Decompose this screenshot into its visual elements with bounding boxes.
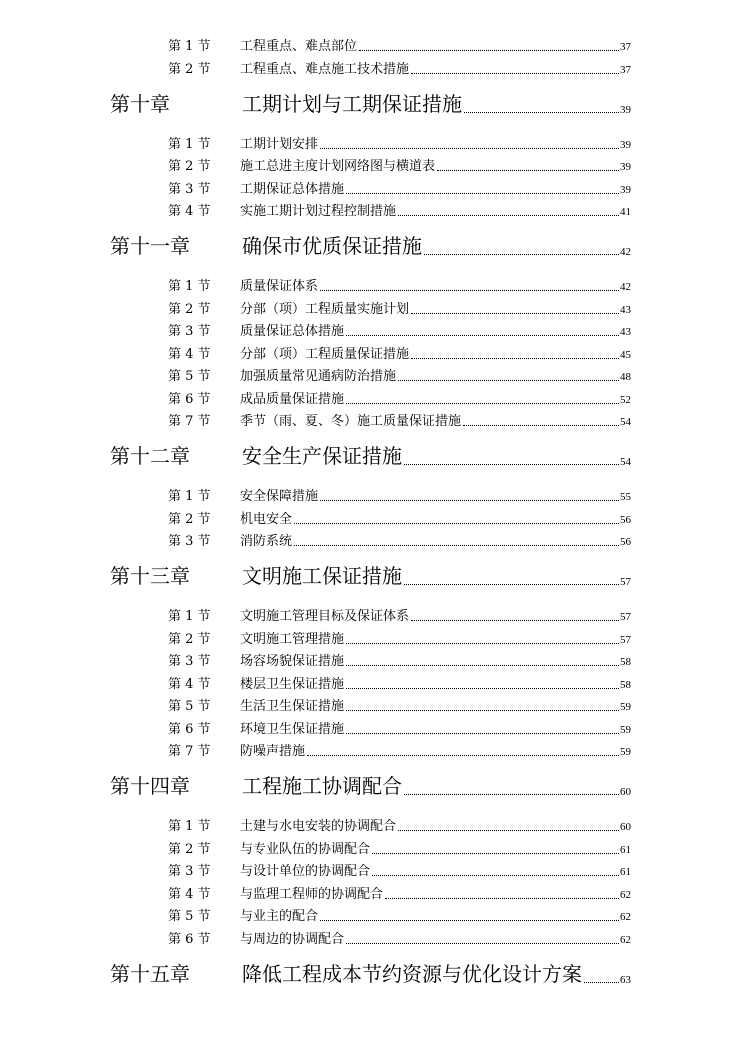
toc-section-number: 第 3 节: [168, 181, 211, 197]
toc-leader-dots: [320, 920, 619, 921]
toc-section-title: 工期计划安排: [240, 136, 319, 152]
toc-section-number: 第 3 节: [168, 324, 211, 339]
toc-section-title: 施工总进主度计划网络图与横道表: [240, 159, 436, 174]
toc-section-title: 文明施工管理目标及保证体系: [240, 609, 410, 624]
toc-chapter-number: 第十五章: [110, 961, 190, 986]
toc-page-number: 37: [620, 41, 631, 53]
toc-section-title: 防噪声措施: [240, 744, 306, 759]
toc-section-row: [168, 816, 631, 834]
toc-section-number: 第 1 节: [168, 279, 211, 294]
toc-leader-dots: [346, 665, 619, 666]
toc-page-number: 39: [620, 183, 631, 196]
toc-leader-dots: [346, 943, 619, 944]
toc-section-number: 第 3 节: [168, 864, 211, 879]
toc-page-number: 59: [620, 723, 631, 736]
toc-section-row: [168, 366, 631, 384]
toc-section-row: [168, 929, 631, 947]
toc-section-number: 第 5 节: [168, 909, 211, 924]
toc-leader-dots: [411, 358, 619, 359]
toc-section-number: 第 6 节: [168, 931, 211, 947]
toc-page-number: 55: [620, 491, 631, 503]
toc-chapter-title: 工期计划与工期保证措施: [242, 91, 462, 116]
toc-chapter-row: [110, 445, 631, 469]
toc-leader-dots: [359, 50, 619, 51]
toc-leader-dots: [437, 170, 619, 171]
toc-section-title: 与专业队伍的协调配合: [240, 841, 371, 857]
toc-leader-dots: [346, 733, 619, 734]
toc-leader-dots: [346, 193, 619, 194]
toc-section-row: [168, 674, 631, 692]
toc-section-title: 与设计单位的协调配合: [240, 864, 371, 879]
toc-section-row: [168, 59, 631, 77]
toc-section-title: 与监理工程师的协调配合: [240, 886, 384, 902]
toc-section-title: 楼层卫生保证措施: [240, 676, 345, 692]
toc-section-title: 与业主的配合: [240, 909, 319, 924]
toc-section-row: [168, 884, 631, 902]
toc-section-number: 第 5 节: [168, 699, 211, 714]
toc-section-number: 第 7 节: [168, 744, 211, 759]
toc-section-row: [168, 389, 631, 407]
toc-chapter-title: 降低工程成本节约资源与优化设计方案: [242, 961, 582, 986]
toc-leader-dots: [346, 688, 619, 689]
toc-section-title: 生活卫生保证措施: [240, 699, 345, 714]
toc-leader-dots: [411, 73, 619, 74]
toc-leader-dots: [398, 830, 619, 831]
toc-section-title: 实施工期计划过程控制措施: [240, 204, 397, 219]
toc-section-title: 分部（项）工程质量保证措施: [240, 346, 410, 362]
toc-section-number: 第 3 节: [168, 654, 211, 669]
toc-leader-dots: [398, 380, 619, 381]
toc-leader-dots: [584, 982, 619, 983]
toc-chapter-row: [110, 775, 631, 799]
toc-section-title: 质量保证总体措施: [240, 324, 345, 339]
toc-leader-dots: [385, 898, 619, 899]
toc-page-number: 62: [620, 933, 631, 946]
toc-page-number: 43: [620, 303, 631, 316]
toc-section-row: [168, 719, 631, 737]
toc-section-title: 土建与水电安装的协调配合: [240, 819, 397, 834]
toc-page-number: 58: [620, 656, 631, 668]
toc-page-number: 61: [620, 866, 631, 878]
toc-page-number: 60: [620, 786, 631, 798]
toc-page-number: 48: [620, 371, 631, 383]
toc-chapter-title: 安全生产保证措施: [242, 444, 402, 468]
toc-section-number: 第 1 节: [168, 489, 211, 504]
toc-page-number: 62: [620, 888, 631, 901]
toc-chapter-number: 第十三章: [110, 564, 190, 588]
toc-page-number: 56: [620, 536, 631, 548]
toc-section-number: 第 2 节: [168, 841, 211, 857]
toc-page-number: 57: [620, 633, 631, 646]
toc-section-row: [168, 629, 631, 647]
toc-leader-dots: [320, 290, 619, 291]
toc-section-number: 第 4 节: [168, 886, 211, 902]
toc-section-row: [168, 839, 631, 857]
toc-section-title: 质量保证体系: [240, 279, 319, 294]
toc-leader-dots: [294, 523, 619, 524]
toc-leader-dots: [346, 710, 619, 711]
toc-leader-dots: [464, 112, 619, 113]
toc-section-number: 第 1 节: [168, 819, 211, 834]
toc-chapter-number: 第十章: [110, 91, 170, 116]
toc-chapter-row: [110, 235, 631, 259]
toc-section-number: 第 4 节: [168, 676, 211, 692]
toc-section-row: [168, 156, 631, 174]
toc-page-number: 60: [620, 821, 631, 833]
toc-section-title: 机电安全: [240, 511, 293, 527]
toc-page-number: 39: [620, 161, 631, 173]
toc-section-number: 第 1 节: [168, 136, 211, 152]
toc-leader-dots: [404, 794, 619, 795]
toc-section-title: 安全保障措施: [240, 489, 319, 504]
toc-section-title: 环境卫生保证措施: [240, 721, 345, 737]
toc-section-number: 第 2 节: [168, 511, 211, 527]
toc-section-title: 消防系统: [240, 534, 293, 549]
toc-section-title: 分部（项）工程质量实施计划: [240, 301, 410, 317]
toc-section-number: 第 6 节: [168, 721, 211, 737]
toc-leader-dots: [411, 313, 619, 314]
toc-section-number: 第 2 节: [168, 301, 211, 317]
toc-section-row: [168, 906, 631, 924]
toc-section-row: [168, 276, 631, 294]
toc-page-number: 59: [620, 746, 631, 758]
toc-leader-dots: [346, 403, 619, 404]
toc-chapter-row: [110, 963, 631, 987]
toc-section-row: [168, 344, 631, 362]
toc-section-number: 第 2 节: [168, 61, 211, 77]
toc-section-number: 第 1 节: [168, 609, 211, 624]
toc-section-number: 第 6 节: [168, 391, 211, 407]
toc-section-row: [168, 179, 631, 197]
toc-leader-dots: [320, 500, 619, 501]
toc-chapter-title: 工程施工协调配合: [242, 774, 402, 798]
toc-chapter-row: [110, 93, 631, 117]
toc-section-row: [168, 299, 631, 317]
toc-section-title: 场容场貌保证措施: [240, 654, 345, 669]
toc-chapter-title: 文明施工保证措施: [242, 564, 402, 588]
toc-section-number: 第 3 节: [168, 534, 211, 549]
toc-section-row: [168, 606, 631, 624]
toc-section-row: [168, 134, 631, 152]
toc-section-row: [168, 486, 631, 504]
toc-chapter-row: [110, 565, 631, 589]
toc-leader-dots: [398, 215, 619, 216]
toc-leader-dots: [372, 853, 619, 854]
toc-section-title: 工期保证总体措施: [240, 181, 345, 197]
toc-leader-dots: [294, 545, 619, 546]
toc-section-title: 文明施工管理措施: [240, 631, 345, 647]
toc-leader-dots: [463, 425, 619, 426]
toc-page-number: 57: [620, 611, 631, 623]
toc-section-row: [168, 861, 631, 879]
toc-section-title: 成品质量保证措施: [240, 391, 345, 407]
toc-section-row: [168, 36, 631, 54]
toc-section-number: 第 5 节: [168, 369, 211, 384]
toc-page-number: 56: [620, 513, 631, 526]
toc-page-number: 39: [620, 103, 631, 116]
toc-section-title: 工程重点、难点部位: [240, 39, 358, 54]
toc-section-number: 第 4 节: [168, 204, 211, 219]
toc-page-number: 42: [620, 246, 631, 258]
toc-leader-dots: [346, 643, 619, 644]
toc-page-number: 43: [620, 326, 631, 338]
toc-section-number: 第 2 节: [168, 159, 211, 174]
toc-section-title: 加强质量常见通病防治措施: [240, 369, 397, 384]
toc-section-row: [168, 531, 631, 549]
toc-section-title: 季节（雨、夏、冬）施工质量保证措施: [240, 414, 462, 429]
toc-page-number: 54: [620, 456, 631, 468]
toc-page-number: 62: [620, 911, 631, 923]
toc-section-number: 第 1 节: [168, 39, 211, 54]
toc-section-row: [168, 509, 631, 527]
toc-page-number: 59: [620, 701, 631, 713]
toc-chapter-number: 第十二章: [110, 444, 190, 468]
toc-chapter-title: 确保市优质保证措施: [242, 234, 422, 258]
toc-page-number: 37: [620, 63, 631, 76]
toc-page-number: 45: [620, 348, 631, 361]
toc-leader-dots: [346, 335, 619, 336]
toc-chapter-number: 第十四章: [110, 774, 190, 798]
toc-page-number: 54: [620, 416, 631, 428]
toc-section-row: [168, 741, 631, 759]
toc-page-number: 39: [620, 138, 631, 151]
toc-section-row: [168, 651, 631, 669]
toc-page-number: 63: [620, 973, 631, 986]
toc-section-title: 工程重点、难点施工技术措施: [240, 61, 410, 77]
toc-leader-dots: [404, 464, 619, 465]
toc-section-number: 第 7 节: [168, 414, 211, 429]
toc-section-number: 第 4 节: [168, 346, 211, 362]
toc-page-number: 52: [620, 393, 631, 406]
toc-page-number: 41: [620, 206, 631, 218]
toc-leader-dots: [307, 755, 619, 756]
toc-leader-dots: [424, 254, 619, 255]
toc-chapter-number: 第十一章: [110, 234, 190, 258]
toc-page-number: 42: [620, 281, 631, 293]
toc-section-row: [168, 411, 631, 429]
toc-section-number: 第 2 节: [168, 631, 211, 647]
toc-page-number: 58: [620, 678, 631, 691]
toc-page-number: 61: [620, 843, 631, 856]
toc-leader-dots: [320, 148, 619, 149]
toc-page-number: 57: [620, 576, 631, 588]
toc-section-row: [168, 201, 631, 219]
toc-leader-dots: [372, 875, 619, 876]
toc-section-title: 与周边的协调配合: [240, 931, 345, 947]
toc-leader-dots: [404, 584, 619, 585]
toc-section-row: [168, 696, 631, 714]
toc-leader-dots: [411, 620, 619, 621]
toc-section-row: [168, 321, 631, 339]
